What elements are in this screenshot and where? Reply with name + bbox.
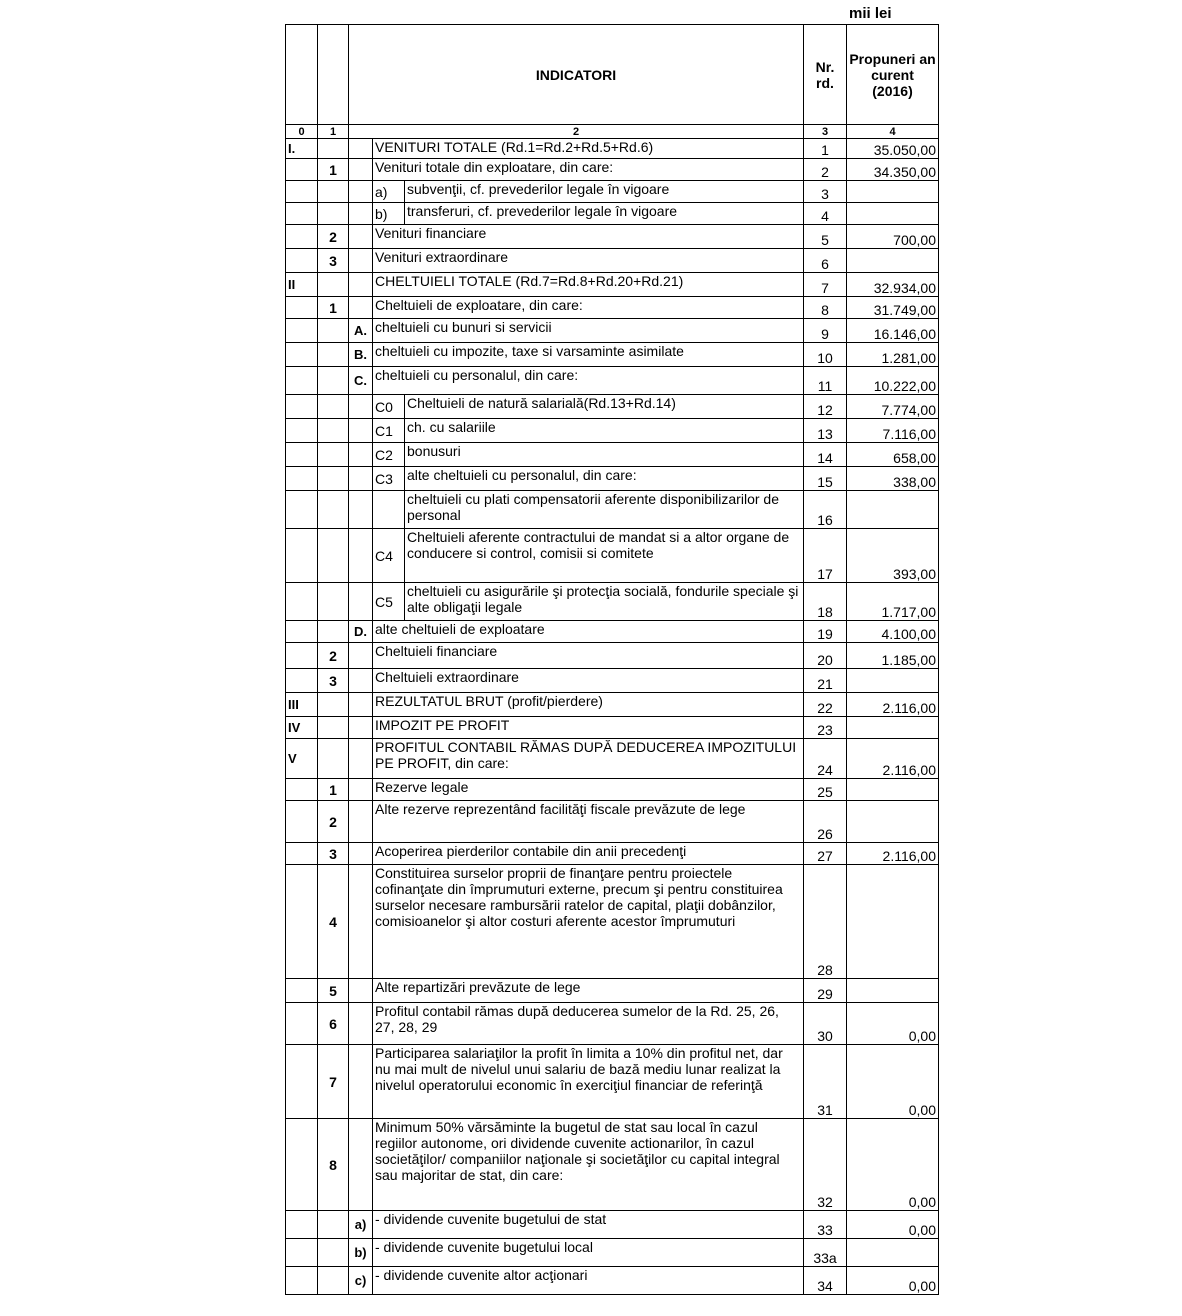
- empty-cell: [349, 529, 373, 583]
- empty-cell: [349, 643, 373, 669]
- roman-numeral-cell: [286, 1239, 318, 1267]
- row-number-cell: 12: [804, 395, 847, 419]
- table-row: [286, 491, 939, 529]
- item-number-cell: 1: [318, 779, 349, 801]
- table-row: [286, 621, 939, 643]
- row-number-cell: 15: [804, 467, 847, 491]
- header-indicatori: INDICATORI: [349, 25, 804, 125]
- item-number-cell: [318, 343, 349, 367]
- table-row: [286, 159, 939, 181]
- value-cell: [847, 801, 939, 843]
- row-number-cell: 6: [804, 249, 847, 273]
- indicator-text: - dividende cuvenite bugetului de stat: [373, 1211, 804, 1239]
- table-row: [286, 1211, 939, 1239]
- item-number-cell: 1: [318, 297, 349, 319]
- empty-cell: [349, 225, 373, 249]
- row-number-cell: 16: [804, 491, 847, 529]
- item-number-cell: 1: [318, 159, 349, 181]
- indicator-text: Constituirea surselor proprii de finanţare pentru proiectele cofinanţate din împrumuturi externe, precum şi pentru constituirea surselor necesare rambursării ratelor de capital, plaţii dobânzilor, comisioanelor şi altor costuri aferente acestor împrumuturi: [373, 865, 804, 979]
- table-row: [286, 979, 939, 1003]
- row-number-cell: 4: [804, 203, 847, 225]
- item-number-cell: [318, 1211, 349, 1239]
- roman-numeral-cell: [286, 643, 318, 669]
- roman-numeral-cell: [286, 181, 318, 203]
- roman-numeral-cell: [286, 443, 318, 467]
- row-number-cell: 5: [804, 225, 847, 249]
- row-number-cell: 17: [804, 529, 847, 583]
- empty-cell: [349, 583, 373, 621]
- item-number-cell: [318, 203, 349, 225]
- roman-numeral-cell: [286, 843, 318, 865]
- indicator-text: - dividende cuvenite altor acţionari: [373, 1267, 804, 1295]
- table-row: [286, 1267, 939, 1295]
- table-row: [286, 203, 939, 225]
- indicator-text: Cheltuieli aferente contractului de mandat si a altor organe de conducere si control, comisii si comitete: [405, 529, 804, 583]
- value-cell: 31.749,00: [847, 297, 939, 319]
- roman-numeral-cell: [286, 801, 318, 843]
- indicator-text: Venituri financiare: [373, 225, 804, 249]
- indicator-text: Alte repartizări prevăzute de lege: [373, 979, 804, 1003]
- value-cell: [847, 979, 939, 1003]
- header-nr-rd: Nr. rd.: [804, 25, 847, 125]
- item-number-cell: [318, 139, 349, 159]
- index-cell: 1: [318, 125, 349, 139]
- row-number-cell: 3: [804, 181, 847, 203]
- indicator-text: alte cheltuieli cu personalul, din care:: [405, 467, 804, 491]
- table-row: [286, 367, 939, 395]
- roman-numeral-cell: II: [286, 273, 318, 297]
- sub-code-cell: C1: [373, 419, 405, 443]
- value-cell: 700,00: [847, 225, 939, 249]
- value-cell: [847, 669, 939, 693]
- value-cell: 0,00: [847, 1045, 939, 1119]
- table-row: [286, 249, 939, 273]
- row-number-cell: 14: [804, 443, 847, 467]
- row-number-cell: 1: [804, 139, 847, 159]
- indicator-text: CHELTUIELI TOTALE (Rd.7=Rd.8+Rd.20+Rd.21): [373, 273, 804, 297]
- item-number-cell: [318, 419, 349, 443]
- item-number-cell: [318, 181, 349, 203]
- row-number-cell: 29: [804, 979, 847, 1003]
- roman-numeral-cell: [286, 1119, 318, 1211]
- table-row: [286, 343, 939, 367]
- empty-cell: [349, 739, 373, 779]
- value-cell: 1.717,00: [847, 583, 939, 621]
- row-number-cell: 7: [804, 273, 847, 297]
- indicator-text: cheltuieli cu asigurările şi protecţia socială, fondurile speciale şi alte obligaţii legale: [405, 583, 804, 621]
- indicator-text: cheltuieli cu bunuri si servicii: [373, 319, 804, 343]
- table-row: [286, 693, 939, 717]
- empty-cell: [349, 1003, 373, 1045]
- roman-numeral-cell: [286, 419, 318, 443]
- value-cell: 16.146,00: [847, 319, 939, 343]
- item-number-cell: [318, 491, 349, 529]
- roman-numeral-cell: [286, 343, 318, 367]
- index-cell: 0: [286, 125, 318, 139]
- roman-numeral-cell: [286, 249, 318, 273]
- table-row: [286, 319, 939, 343]
- value-cell: 7.116,00: [847, 419, 939, 443]
- empty-cell: [349, 419, 373, 443]
- row-number-cell: 21: [804, 669, 847, 693]
- row-number-cell: 18: [804, 583, 847, 621]
- header-row: [286, 25, 939, 125]
- value-cell: [847, 491, 939, 529]
- empty-cell: [349, 843, 373, 865]
- table-row: [286, 529, 939, 583]
- indicator-text: transferuri, cf. prevederilor legale în vigoare: [405, 203, 804, 225]
- indicator-text: Profitul contabil rămas după deducerea sumelor de la Rd. 25, 26, 27, 28, 29: [373, 1003, 804, 1045]
- unit-label: mii lei: [849, 5, 892, 22]
- roman-numeral-cell: V: [286, 739, 318, 779]
- roman-numeral-cell: [286, 1045, 318, 1119]
- item-number-cell: [318, 367, 349, 395]
- table-row: [286, 843, 939, 865]
- empty-cell: [349, 181, 373, 203]
- header-propuneri: Propuneri an curent (2016): [847, 25, 939, 125]
- roman-numeral-cell: [286, 203, 318, 225]
- value-cell: [847, 1239, 939, 1267]
- value-cell: 2.116,00: [847, 843, 939, 865]
- value-cell: [847, 181, 939, 203]
- empty-cell: [349, 297, 373, 319]
- item-number-cell: 5: [318, 979, 349, 1003]
- indicator-text: ch. cu salariile: [405, 419, 804, 443]
- roman-numeral-cell: [286, 621, 318, 643]
- value-cell: 1.281,00: [847, 343, 939, 367]
- indicator-text: Cheltuieli extraordinare: [373, 669, 804, 693]
- table-row: [286, 583, 939, 621]
- empty-cell: [349, 717, 373, 739]
- row-number-cell: 2: [804, 159, 847, 181]
- sub-letter-cell: B.: [349, 343, 373, 367]
- sub-letter-cell: b): [349, 1239, 373, 1267]
- row-number-cell: 30: [804, 1003, 847, 1045]
- indicator-text: Cheltuieli de natură salarială(Rd.13+Rd.14): [405, 395, 804, 419]
- table-row: [286, 467, 939, 491]
- indicator-text: Alte rezerve reprezentând facilităţi fiscale prevăzute de lege: [373, 801, 804, 843]
- item-number-cell: 2: [318, 801, 349, 843]
- table-row: [286, 225, 939, 249]
- item-number-cell: [318, 717, 349, 739]
- item-number-cell: 3: [318, 843, 349, 865]
- empty-cell: [349, 1045, 373, 1119]
- row-number-cell: 23: [804, 717, 847, 739]
- sub-letter-cell: A.: [349, 319, 373, 343]
- roman-numeral-cell: [286, 297, 318, 319]
- roman-numeral-cell: I.: [286, 139, 318, 159]
- indicator-text: PROFITUL CONTABIL RĂMAS DUPĂ DEDUCEREA IMPOZITULUI PE PROFIT, din care:: [373, 739, 804, 779]
- indicator-text: IMPOZIT PE PROFIT: [373, 717, 804, 739]
- value-cell: 10.222,00: [847, 367, 939, 395]
- empty-cell: [349, 1119, 373, 1211]
- item-number-cell: [318, 739, 349, 779]
- roman-numeral-cell: [286, 491, 318, 529]
- value-cell: 0,00: [847, 1119, 939, 1211]
- value-cell: 0,00: [847, 1211, 939, 1239]
- item-number-cell: 2: [318, 643, 349, 669]
- row-number-cell: 8: [804, 297, 847, 319]
- value-cell: [847, 249, 939, 273]
- table-row: [286, 865, 939, 979]
- sub-letter-cell: c): [349, 1267, 373, 1295]
- index-row: [286, 125, 939, 139]
- value-cell: [847, 203, 939, 225]
- row-number-cell: 27: [804, 843, 847, 865]
- table-row: [286, 801, 939, 843]
- row-number-cell: 20: [804, 643, 847, 669]
- item-number-cell: [318, 583, 349, 621]
- empty-cell: [349, 159, 373, 181]
- empty-cell: [349, 693, 373, 717]
- indicator-text: alte cheltuieli de exploatare: [373, 621, 804, 643]
- row-number-cell: 31: [804, 1045, 847, 1119]
- row-number-cell: 13: [804, 419, 847, 443]
- row-number-cell: 25: [804, 779, 847, 801]
- table-row: [286, 443, 939, 467]
- value-cell: 338,00: [847, 467, 939, 491]
- indicator-text: subvenţii, cf. prevederilor legale în vigoare: [405, 181, 804, 203]
- table-row: [286, 273, 939, 297]
- indicator-text: Venituri totale din exploatare, din care:: [373, 159, 804, 181]
- table-row: [286, 139, 939, 159]
- roman-numeral-cell: [286, 395, 318, 419]
- value-cell: 2.116,00: [847, 739, 939, 779]
- sub-letter-cell: a): [373, 181, 405, 203]
- empty-cell: [349, 395, 373, 419]
- empty-cell: [349, 801, 373, 843]
- row-number-cell: 24: [804, 739, 847, 779]
- row-number-cell: 26: [804, 801, 847, 843]
- roman-numeral-cell: [286, 529, 318, 583]
- value-cell: 0,00: [847, 1003, 939, 1045]
- roman-numeral-cell: [286, 583, 318, 621]
- row-number-cell: 33a: [804, 1239, 847, 1267]
- value-cell: [847, 779, 939, 801]
- table-row: [286, 1045, 939, 1119]
- sub-letter-cell: a): [349, 1211, 373, 1239]
- empty-cell: [349, 467, 373, 491]
- sub-code-cell: C0: [373, 395, 405, 419]
- value-cell: 2.116,00: [847, 693, 939, 717]
- item-number-cell: 3: [318, 669, 349, 693]
- value-cell: 35.050,00: [847, 139, 939, 159]
- item-number-cell: [318, 529, 349, 583]
- roman-numeral-cell: [286, 319, 318, 343]
- item-number-cell: [318, 1267, 349, 1295]
- roman-numeral-cell: [286, 979, 318, 1003]
- indicator-text: Rezerve legale: [373, 779, 804, 801]
- row-number-cell: 28: [804, 865, 847, 979]
- empty-cell: [349, 491, 373, 529]
- roman-numeral-cell: [286, 159, 318, 181]
- empty-cell: [349, 779, 373, 801]
- sub-code-cell: C5: [373, 583, 405, 621]
- value-cell: 0,00: [847, 1267, 939, 1295]
- roman-numeral-cell: [286, 1267, 318, 1295]
- table-row: [286, 1239, 939, 1267]
- row-number-cell: 11: [804, 367, 847, 395]
- index-cell: 3: [804, 125, 847, 139]
- item-number-cell: [318, 621, 349, 643]
- indicator-text: REZULTATUL BRUT (profit/pierdere): [373, 693, 804, 717]
- item-number-cell: [318, 443, 349, 467]
- sub-code-cell: C3: [373, 467, 405, 491]
- indicator-text: bonusuri: [405, 443, 804, 467]
- indicator-text: Minimum 50% vărsăminte la bugetul de stat sau local în cazul regiilor autonome, ori dividende cuvenite actionarilor, în cazul societăţilor/ companiilor naţionale şi societăţilor cu capital integral sau majoritar de stat, din care:: [373, 1119, 804, 1211]
- row-number-cell: 9: [804, 319, 847, 343]
- roman-numeral-cell: IV: [286, 717, 318, 739]
- row-number-cell: 33: [804, 1211, 847, 1239]
- value-cell: [847, 717, 939, 739]
- sub-code-cell: C4: [373, 529, 405, 583]
- table-row: [286, 717, 939, 739]
- item-number-cell: 8: [318, 1119, 349, 1211]
- table-row: [286, 669, 939, 693]
- row-number-cell: 32: [804, 1119, 847, 1211]
- indicator-text: Cheltuieli financiare: [373, 643, 804, 669]
- roman-numeral-cell: [286, 865, 318, 979]
- empty-cell: [349, 139, 373, 159]
- value-cell: 393,00: [847, 529, 939, 583]
- roman-numeral-cell: [286, 1003, 318, 1045]
- roman-numeral-cell: [286, 225, 318, 249]
- roman-numeral-cell: [286, 1211, 318, 1239]
- table-row: [286, 419, 939, 443]
- indicator-text: Acoperirea pierderilor contabile din anii precedenţi: [373, 843, 804, 865]
- item-number-cell: 3: [318, 249, 349, 273]
- value-cell: 658,00: [847, 443, 939, 467]
- value-cell: 32.934,00: [847, 273, 939, 297]
- value-cell: 7.774,00: [847, 395, 939, 419]
- roman-numeral-cell: III: [286, 693, 318, 717]
- item-number-cell: [318, 467, 349, 491]
- row-number-cell: 10: [804, 343, 847, 367]
- roman-numeral-cell: [286, 779, 318, 801]
- table-row: [286, 1003, 939, 1045]
- table-row: [286, 779, 939, 801]
- indicator-text: cheltuieli cu impozite, taxe si varsaminte asimilate: [373, 343, 804, 367]
- empty-cell: [349, 203, 373, 225]
- item-number-cell: [318, 273, 349, 297]
- item-number-cell: 2: [318, 225, 349, 249]
- sub-code-cell: C2: [373, 443, 405, 467]
- table-row: [286, 739, 939, 779]
- sub-letter-cell: D.: [349, 621, 373, 643]
- item-number-cell: [318, 319, 349, 343]
- indicator-text: Cheltuieli de exploatare, din care:: [373, 297, 804, 319]
- empty-cell: [349, 443, 373, 467]
- value-cell: 34.350,00: [847, 159, 939, 181]
- row-number-cell: 34: [804, 1267, 847, 1295]
- indicator-text: VENITURI TOTALE (Rd.1=Rd.2+Rd.5+Rd.6): [373, 139, 804, 159]
- item-number-cell: 7: [318, 1045, 349, 1119]
- empty-cell: [349, 669, 373, 693]
- indicator-text: cheltuieli cu personalul, din care:: [373, 367, 804, 395]
- item-number-cell: [318, 395, 349, 419]
- table-row: [286, 643, 939, 669]
- value-cell: 4.100,00: [847, 621, 939, 643]
- item-number-cell: 6: [318, 1003, 349, 1045]
- value-cell: [847, 865, 939, 979]
- budget-table: [285, 24, 939, 1295]
- indicator-text: Venituri extraordinare: [373, 249, 804, 273]
- indicator-text: - dividende cuvenite bugetului local: [373, 1239, 804, 1267]
- item-number-cell: 4: [318, 865, 349, 979]
- table-row: [286, 395, 939, 419]
- table-row: [286, 297, 939, 319]
- roman-numeral-cell: [286, 467, 318, 491]
- empty-cell: [349, 865, 373, 979]
- sub-code-cell: [373, 491, 405, 529]
- index-cell: 2: [349, 125, 804, 139]
- table-row: [286, 181, 939, 203]
- roman-numeral-cell: [286, 669, 318, 693]
- index-cell: 4: [847, 125, 939, 139]
- roman-numeral-cell: [286, 367, 318, 395]
- row-number-cell: 19: [804, 621, 847, 643]
- sub-letter-cell: C.: [349, 367, 373, 395]
- sub-letter-cell: b): [373, 203, 405, 225]
- empty-cell: [349, 273, 373, 297]
- row-number-cell: 22: [804, 693, 847, 717]
- table-row: [286, 1119, 939, 1211]
- indicator-text: Participarea salariaţilor la profit în limita a 10% din profitul net, dar nu mai mult de nivelul unui salariu de bază mediu lunar realizat la nivelul operatorului economic în exerciţiul financiar de referinţă: [373, 1045, 804, 1119]
- empty-cell: [349, 249, 373, 273]
- value-cell: 1.185,00: [847, 643, 939, 669]
- indicator-text: cheltuieli cu plati compensatorii aferente disponibilizarilor de personal: [405, 491, 804, 529]
- item-number-cell: [318, 693, 349, 717]
- empty-cell: [349, 979, 373, 1003]
- item-number-cell: [318, 1239, 349, 1267]
